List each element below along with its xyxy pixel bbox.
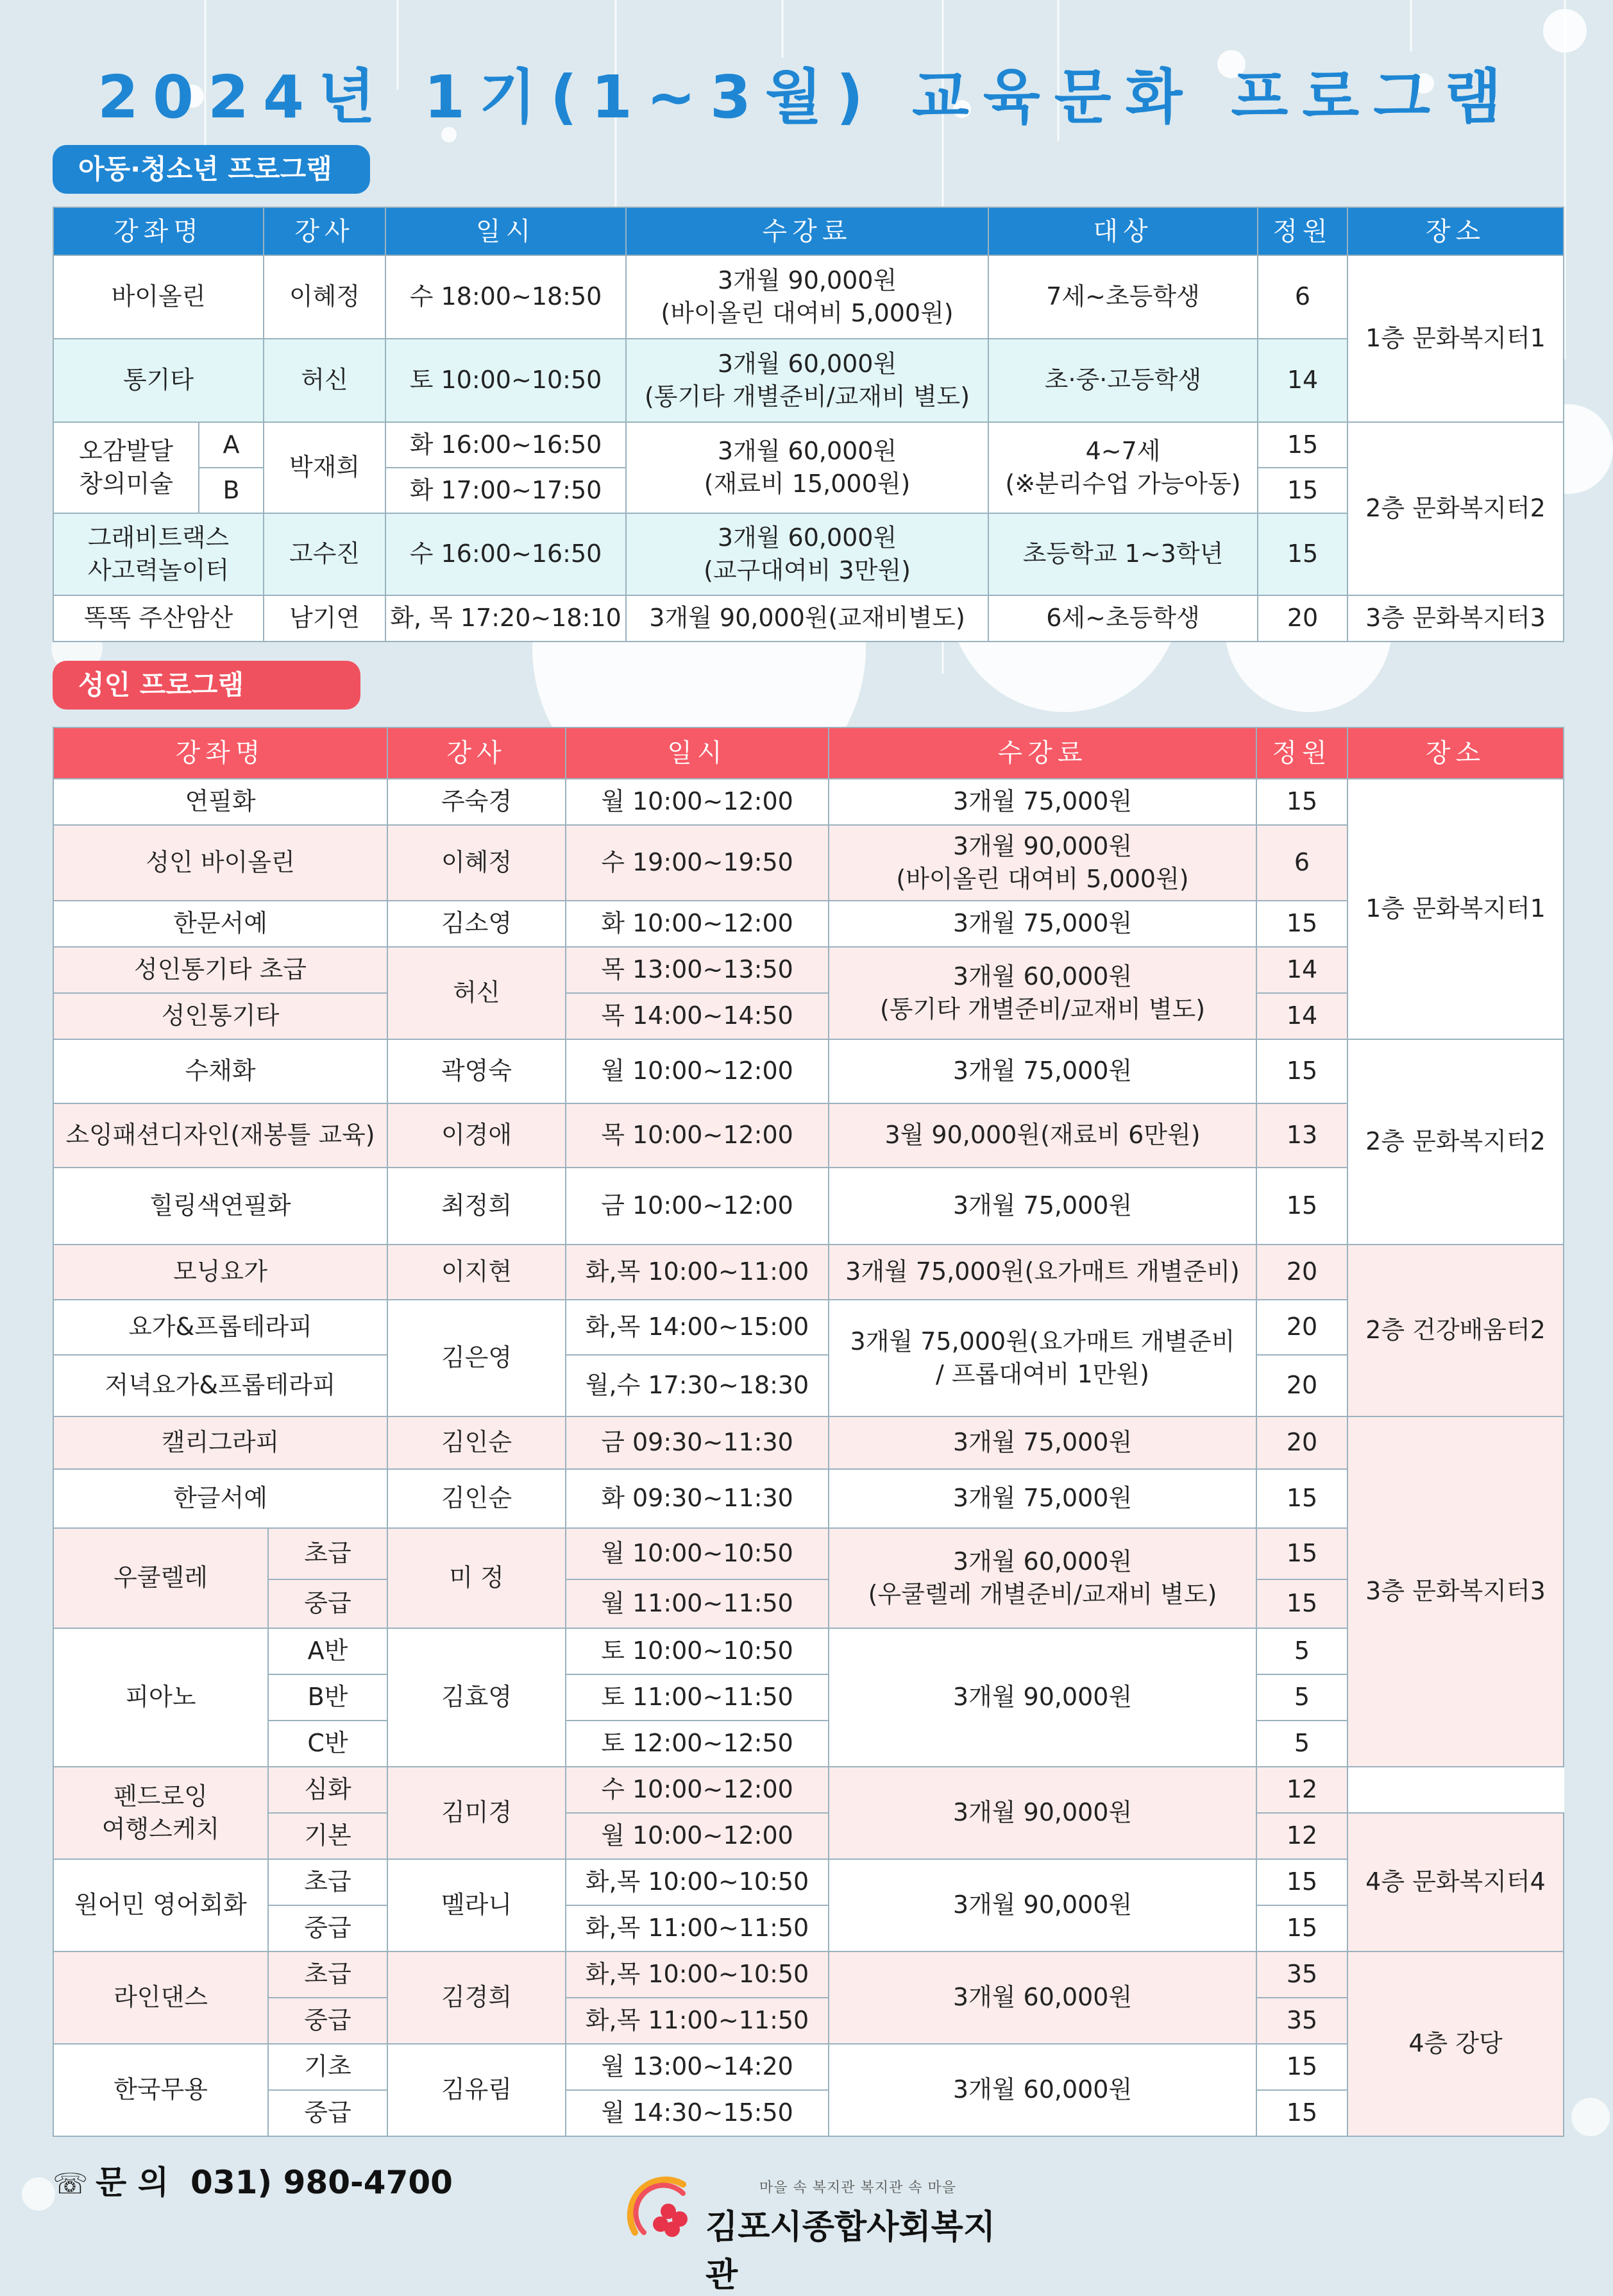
course-name: 캘리그라피 — [53, 1416, 387, 1469]
capacity: 20 — [1256, 1245, 1347, 1300]
fee: 3개월 90,000원 — [829, 1767, 1256, 1859]
course-name: 피아노 — [53, 1628, 268, 1767]
capacity: 15 — [1256, 1905, 1347, 1952]
teacher: 김경희 — [387, 1952, 566, 2044]
teacher: 이혜정 — [387, 825, 566, 901]
course-name: 수채화 — [53, 1039, 387, 1103]
capacity: 15 — [1256, 1168, 1347, 1245]
fee: 3개월 75,000원 — [829, 1469, 1256, 1528]
course-level: 중급 — [268, 1905, 387, 1952]
schedule: 토 12:00~12:50 — [566, 1721, 829, 1767]
course-name: 통기타 — [53, 339, 264, 422]
schedule: 토 11:00~11:50 — [566, 1674, 829, 1721]
adult-section-label: 성인 프로그램 — [53, 661, 360, 710]
capacity: 12 — [1256, 1767, 1347, 1813]
table-row — [53, 1168, 1564, 1245]
table-row — [53, 513, 1564, 595]
table-row — [53, 595, 1564, 642]
course-level: B반 — [268, 1674, 387, 1721]
fee: 3개월 60,000원 (재료비 15,000원) — [626, 422, 988, 513]
fee: 3개월 60,000원 (교구대여비 3만원) — [626, 513, 988, 595]
course-name: 힐링색연필화 — [53, 1168, 387, 1245]
place: 3층 문화복지터3 — [1347, 1416, 1564, 1767]
capacity: 15 — [1256, 1859, 1347, 1905]
table-row — [53, 779, 1564, 825]
fee: 3개월 90,000원 (바이올린 대여비 5,000원) — [829, 825, 1256, 901]
course-name: 라인댄스 — [53, 1952, 268, 2044]
course-level: 중급 — [268, 1579, 387, 1628]
table-row — [53, 1767, 1564, 1813]
course-name: 모닝요가 — [53, 1245, 387, 1300]
table-row — [53, 255, 1564, 339]
schedule: 토 10:00~10:50 — [385, 339, 626, 422]
target: 7세~초등학생 — [988, 255, 1258, 339]
logo-name: 김포시종합사회복지관 — [705, 2208, 996, 2295]
table-row — [53, 1103, 1564, 1168]
schedule: 수 18:00~18:50 — [385, 255, 626, 339]
place: 3층 문화복지터3 — [1347, 595, 1564, 642]
teacher: 최정희 — [387, 1168, 566, 1245]
teacher: 이혜정 — [264, 255, 385, 339]
place: 1층 문화복지터1 — [1347, 255, 1564, 422]
table-row — [53, 1579, 1564, 1628]
capacity: 15 — [1256, 2090, 1347, 2136]
kids-program-table — [53, 207, 1564, 642]
schedule: 월 10:00~12:00 — [566, 1813, 829, 1859]
table-row — [53, 1469, 1564, 1528]
schedule: 화,목 10:00~11:00 — [566, 1245, 829, 1300]
schedule: 수 16:00~16:50 — [385, 513, 626, 595]
capacity: 15 — [1256, 901, 1347, 947]
course-name: 성인 바이올린 — [53, 825, 387, 901]
capacity: 20 — [1256, 1300, 1347, 1355]
capacity: 15 — [1258, 422, 1347, 468]
schedule: 목 14:00~14:50 — [566, 993, 829, 1039]
schedule: 월 10:00~12:00 — [566, 1039, 829, 1103]
header-place: 장소 — [1347, 207, 1564, 255]
logo-mark-icon — [622, 2172, 699, 2249]
capacity: 15 — [1258, 513, 1347, 595]
fee: 3개월 90,000원(교재비별도) — [626, 595, 988, 642]
course-name: 우쿨렐레 — [53, 1528, 268, 1628]
capacity: 12 — [1256, 1813, 1347, 1859]
inquiry-label: 문 의 — [96, 2164, 169, 2201]
capacity: 5 — [1256, 1721, 1347, 1767]
teacher: 멜라니 — [387, 1859, 566, 1952]
header-target: 대상 — [988, 207, 1258, 255]
capacity: 6 — [1258, 255, 1347, 339]
fee: 3개월 75,000원 — [829, 901, 1256, 947]
fee: 3개월 60,000원 (우쿨렐레 개별준비/교재비 별도) — [829, 1528, 1256, 1628]
schedule: 월 11:00~11:50 — [566, 1579, 829, 1628]
inquiry-contact — [53, 2157, 453, 2203]
schedule: 월,수 17:30~18:30 — [566, 1355, 829, 1416]
schedule: 화, 목 17:20~18:10 — [385, 595, 626, 642]
course-level: 심화 — [268, 1767, 387, 1813]
table-row — [53, 1528, 1564, 1579]
table-row — [53, 825, 1564, 901]
table-row — [53, 1355, 1564, 1416]
schedule: 수 10:00~12:00 — [566, 1767, 829, 1813]
target: 6세~초등학생 — [988, 595, 1258, 642]
course-name: 성인통기타 초급 — [53, 947, 387, 993]
header-place: 장소 — [1347, 727, 1564, 779]
adult-program-table — [53, 727, 1564, 2137]
teacher: 허신 — [387, 947, 566, 1039]
course-level: 중급 — [268, 2090, 387, 2136]
schedule: 월 10:00~10:50 — [566, 1528, 829, 1579]
table-row — [53, 1039, 1564, 1103]
course-name: 연필화 — [53, 779, 387, 825]
course-name: 요가&프롭테라피 — [53, 1300, 387, 1355]
fee: 3개월 90,000원 — [829, 1859, 1256, 1952]
place: 2층 문화복지터2 — [1347, 422, 1564, 595]
teacher: 김소영 — [387, 901, 566, 947]
schedule: 화,목 14:00~15:00 — [566, 1300, 829, 1355]
fee: 3월 90,000원(재료비 6만원) — [829, 1103, 1256, 1168]
course-level: 초급 — [268, 1859, 387, 1905]
table-row — [53, 1998, 1564, 2044]
table-row — [53, 1416, 1564, 1469]
page-title: 2024년 1기(1~3월) 교육문화 프로그램 — [97, 63, 1516, 132]
header-course: 강좌명 — [53, 207, 264, 255]
course-name: 한문서예 — [53, 901, 387, 947]
capacity: 15 — [1256, 1528, 1347, 1579]
fee: 3개월 75,000원 — [829, 1416, 1256, 1469]
teacher: 곽영숙 — [387, 1039, 566, 1103]
teacher: 김인순 — [387, 1416, 566, 1469]
table-row — [53, 2044, 1564, 2090]
schedule: 금 09:30~11:30 — [566, 1416, 829, 1469]
schedule: 수 19:00~19:50 — [566, 825, 829, 901]
capacity: 20 — [1256, 1416, 1347, 1469]
table-row — [53, 1952, 1564, 1998]
capacity: 35 — [1256, 1952, 1347, 1998]
schedule: 화,목 11:00~11:50 — [566, 1905, 829, 1952]
schedule: 금 10:00~12:00 — [566, 1168, 829, 1245]
place: 2층 건강배움터2 — [1347, 1245, 1564, 1416]
schedule: 화 09:30~11:30 — [566, 1469, 829, 1528]
capacity: 15 — [1256, 1469, 1347, 1528]
capacity: 20 — [1256, 1355, 1347, 1416]
course-name: 한국무용 — [53, 2044, 268, 2136]
table-row — [53, 947, 1564, 993]
phone-number: 031) 980-4700 — [190, 2164, 453, 2201]
table-row — [53, 1905, 1564, 1952]
fee: 3개월 60,000원 — [829, 2044, 1256, 2136]
course-name: 저녁요가&프롭테라피 — [53, 1355, 387, 1416]
table-row — [53, 2090, 1564, 2136]
schedule: 목 10:00~12:00 — [566, 1103, 829, 1168]
schedule: 화,목 10:00~10:50 — [566, 1952, 829, 1998]
table-row — [53, 901, 1564, 947]
place: 4층 문화복지터4 — [1347, 1813, 1564, 1952]
fee: 3개월 75,000원 — [829, 779, 1256, 825]
course-level: 중급 — [268, 1998, 387, 2044]
header-course: 강좌명 — [53, 727, 387, 779]
fee: 3개월 75,000원 — [829, 1168, 1256, 1245]
fee: 3개월 75,000원 — [829, 1039, 1256, 1103]
teacher: 이경애 — [387, 1103, 566, 1168]
teacher: 허신 — [264, 339, 385, 422]
header-fee: 수강료 — [829, 727, 1256, 779]
capacity: 14 — [1256, 947, 1347, 993]
course-name: 바이올린 — [53, 255, 264, 339]
schedule: 목 13:00~13:50 — [566, 947, 829, 993]
course-name: 똑똑 주산암산 — [53, 595, 264, 642]
course-level: B — [199, 468, 264, 513]
teacher: 이지현 — [387, 1245, 566, 1300]
teacher: 고수진 — [264, 513, 385, 595]
capacity: 5 — [1256, 1674, 1347, 1721]
table-row — [53, 1300, 1564, 1355]
schedule: 월 10:00~12:00 — [566, 779, 829, 825]
capacity: 15 — [1256, 2044, 1347, 2090]
schedule: 화,목 11:00~11:50 — [566, 1998, 829, 2044]
fee: 3개월 60,000원 — [829, 1952, 1256, 2044]
fee: 3개월 60,000원 (통기타 개별준비/교재비 별도) — [626, 339, 988, 422]
schedule: 월 14:30~15:50 — [566, 2090, 829, 2136]
course-name: 성인통기타 — [53, 993, 387, 1039]
logo-slogan: 마을 속 복지관 복지관 속 마을 — [759, 2180, 956, 2196]
table-row — [53, 993, 1564, 1039]
header-time: 일시 — [385, 207, 626, 255]
table-row — [53, 1628, 1564, 1674]
teacher: 미 정 — [387, 1528, 566, 1628]
course-level: C반 — [268, 1721, 387, 1767]
table-row — [53, 1245, 1564, 1300]
teacher: 김미경 — [387, 1767, 566, 1859]
place: 2층 문화복지터2 — [1347, 1039, 1564, 1245]
course-level: A반 — [268, 1628, 387, 1674]
table-row — [53, 1721, 1564, 1767]
capacity: 13 — [1256, 1103, 1347, 1168]
capacity: 15 — [1256, 1039, 1347, 1103]
capacity: 14 — [1256, 993, 1347, 1039]
teacher: 박재희 — [264, 422, 385, 513]
table-row — [53, 339, 1564, 422]
schedule: 월 13:00~14:20 — [566, 2044, 829, 2090]
capacity: 15 — [1256, 1579, 1347, 1628]
capacity: 15 — [1256, 779, 1347, 825]
header-capacity: 정원 — [1256, 727, 1347, 779]
course-level: 기본 — [268, 1813, 387, 1859]
teacher: 김유림 — [387, 2044, 566, 2136]
capacity: 35 — [1256, 1998, 1347, 2044]
fee: 3개월 90,000원 (바이올린 대여비 5,000원) — [626, 255, 988, 339]
table-row — [53, 422, 1564, 468]
place: 4층 강당 — [1347, 1952, 1564, 2136]
header-teacher: 강사 — [387, 727, 566, 779]
fee: 3개월 60,000원 (통기타 개별준비/교재비 별도) — [829, 947, 1256, 1039]
course-level: 기초 — [268, 2044, 387, 2090]
teacher: 김인순 — [387, 1469, 566, 1528]
header-teacher: 강사 — [264, 207, 385, 255]
welfare-center-logo — [622, 2172, 1007, 2295]
capacity: 6 — [1256, 825, 1347, 901]
capacity: 14 — [1258, 339, 1347, 422]
kids-section-label: 아동·청소년 프로그램 — [53, 145, 370, 194]
course-name: 한글서예 — [53, 1469, 387, 1528]
header-capacity: 정원 — [1258, 207, 1347, 255]
course-name: 펜드로잉 여행스케치 — [53, 1767, 268, 1859]
teacher: 주숙경 — [387, 779, 566, 825]
teacher: 김은영 — [387, 1300, 566, 1416]
capacity: 20 — [1258, 595, 1347, 642]
schedule: 화 17:00~17:50 — [385, 468, 626, 513]
course-name: 소잉패션디자인(재봉틀 교육) — [53, 1103, 387, 1168]
capacity: 5 — [1256, 1628, 1347, 1674]
table-row — [53, 1859, 1564, 1905]
schedule: 토 10:00~10:50 — [566, 1628, 829, 1674]
schedule: 화 16:00~16:50 — [385, 422, 626, 468]
course-name: 그래비트랙스 사고력놀이터 — [53, 513, 264, 595]
course-level: 초급 — [268, 1528, 387, 1579]
teacher: 남기연 — [264, 595, 385, 642]
schedule: 화,목 10:00~10:50 — [566, 1859, 829, 1905]
header-time: 일시 — [566, 727, 829, 779]
course-name: 원어민 영어회화 — [53, 1859, 268, 1952]
teacher: 김효영 — [387, 1628, 566, 1767]
course-level: 초급 — [268, 1952, 387, 1998]
place: 1층 문화복지터1 — [1347, 779, 1564, 1039]
capacity: 15 — [1258, 468, 1347, 513]
fee: 3개월 75,000원(요가매트 개별준비 / 프롭대여비 1만원) — [829, 1300, 1256, 1416]
table-row — [53, 1674, 1564, 1721]
schedule: 화 10:00~12:00 — [566, 901, 829, 947]
fee: 3개월 90,000원 — [829, 1628, 1256, 1767]
course-name: 오감발달 창의미술 — [53, 422, 199, 513]
header-fee: 수강료 — [626, 207, 988, 255]
target: 4~7세 (※분리수업 가능아동) — [988, 422, 1258, 513]
table-row — [53, 1813, 1564, 1859]
course-level: A — [199, 422, 264, 468]
target: 초·중·고등학생 — [988, 339, 1258, 422]
target: 초등학교 1~3학년 — [988, 513, 1258, 595]
fee: 3개월 75,000원(요가매트 개별준비) — [829, 1245, 1256, 1300]
phone-icon: ☏ — [53, 2168, 89, 2200]
